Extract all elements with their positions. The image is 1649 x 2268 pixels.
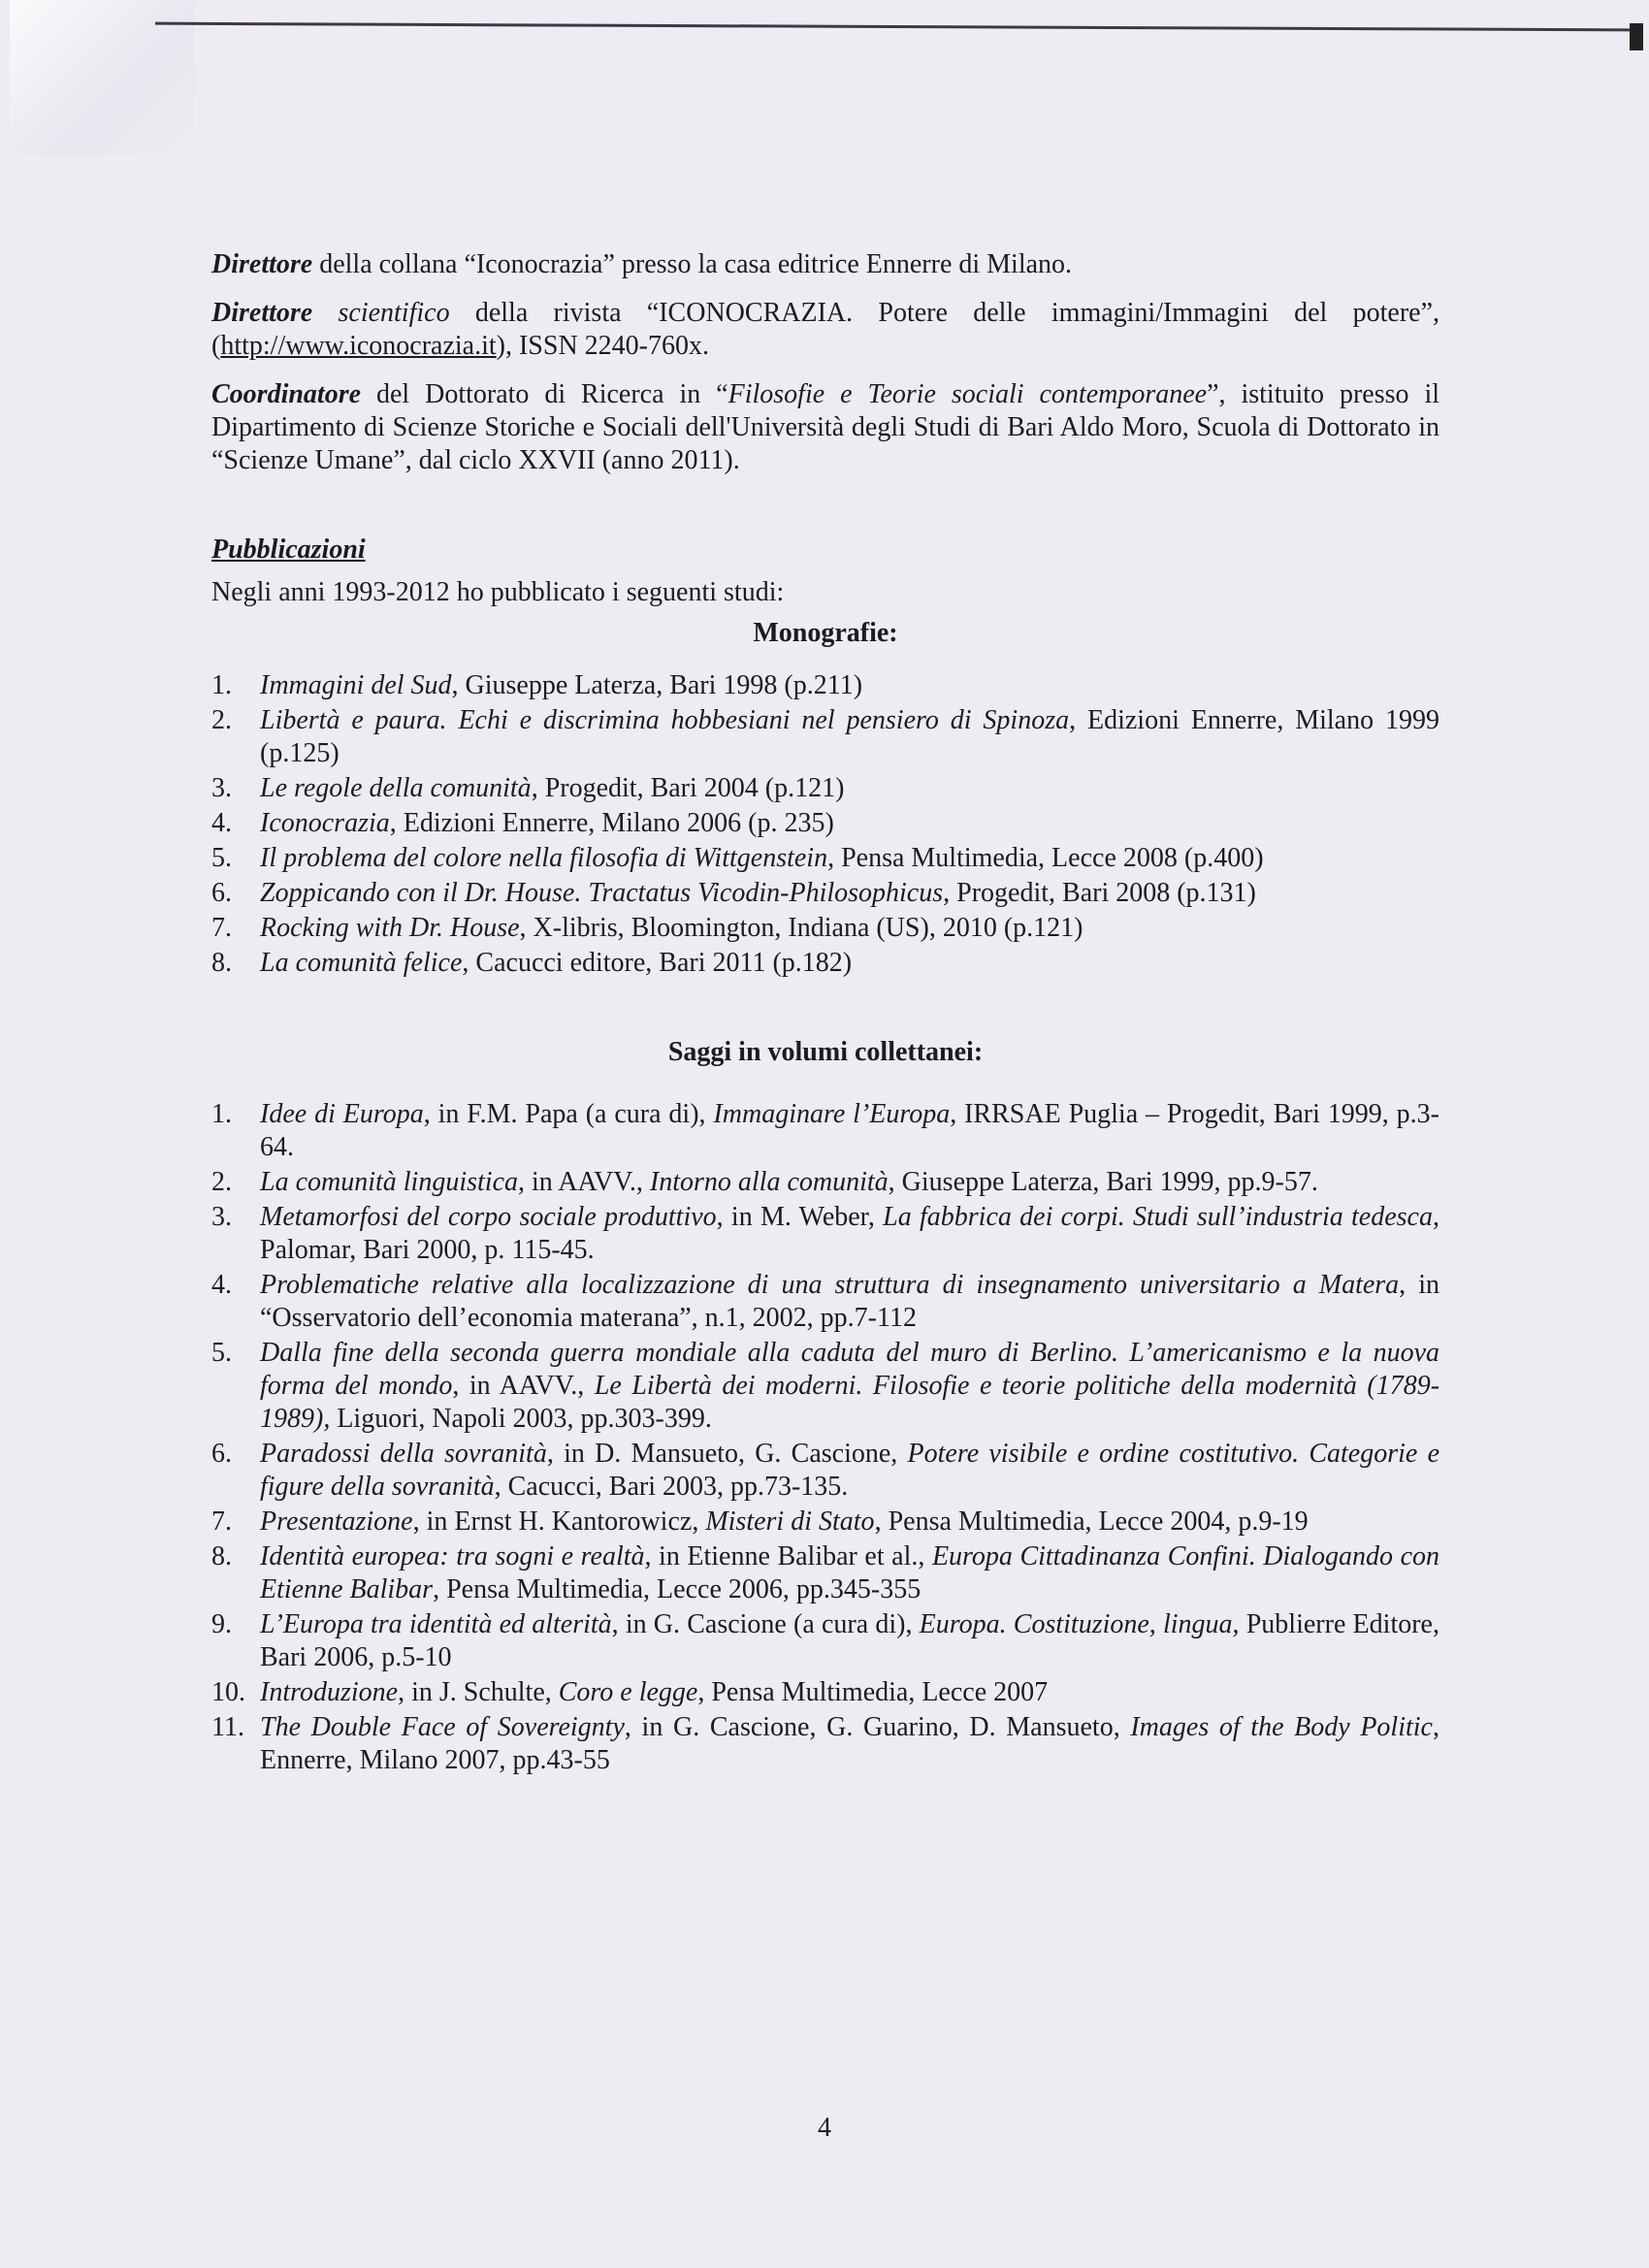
item-title: La fabbrica dei corpi. Studi sull’industria tedesca xyxy=(883,1202,1433,1232)
item-details: , in G. Cascione (a cura di), xyxy=(611,1609,920,1639)
item-title: Europa Cittadinanza Confini. Dialogando con Etienne Balibar xyxy=(260,1541,1440,1604)
list-item xyxy=(211,669,1439,702)
item-title: Paradossi della sovranità xyxy=(260,1439,547,1469)
item-title: Problematiche relative alla localizzazione di una struttura di insegnamento universitario a Matera xyxy=(260,1270,1400,1300)
subhead-monografie: Monografie: xyxy=(753,618,898,648)
item-details: , Cacucci editore, Bari 2011 (p.182) xyxy=(462,948,853,978)
list-item xyxy=(211,1098,1439,1164)
item-number: 5. xyxy=(211,843,232,873)
item-text xyxy=(260,912,1439,945)
list-item xyxy=(211,947,1439,980)
item-title: Zoppicando con il Dr. House. Tractatus Vicodin-Philosophicus xyxy=(260,878,944,908)
item-number: 3. xyxy=(211,773,232,803)
item-text xyxy=(260,807,1439,840)
item-details: , in AAVV., xyxy=(452,1371,595,1401)
item-text xyxy=(260,1676,1439,1709)
item-number: 6. xyxy=(211,1439,232,1469)
item-details: , in Etienne Balibar et al., xyxy=(644,1541,932,1571)
item-title: Immagini del Sud xyxy=(260,670,452,700)
list-item xyxy=(211,704,1439,770)
item-details: , Pensa Multimedia, Lecce 2007 xyxy=(697,1677,1049,1707)
publications-intro: Negli anni 1993-2012 ho pubblicato i seguenti studi: xyxy=(211,577,785,607)
item-details: , in D. Mansueto, G. Cascione, xyxy=(546,1439,908,1469)
item-details: , in Ernst H. Kantorowicz, xyxy=(412,1507,706,1537)
doctorate-title: Filosofie e Teorie sociali contemporanee xyxy=(728,379,1208,409)
item-text xyxy=(260,704,1439,770)
item-title: La comunità felice xyxy=(260,948,463,978)
list-item xyxy=(211,1201,1439,1267)
item-title: Il problema del colore nella filosofia di Wittgenstein xyxy=(260,843,828,873)
item-details: , Publierre Editore, Bari 2006, p.5-10 xyxy=(260,1609,1439,1672)
saggi-list xyxy=(211,1098,1439,1777)
item-details: , Ennerre, Milano 2007, pp.43-55 xyxy=(260,1712,1439,1775)
item-details: , Pensa Multimedia, Lecce 2006, pp.345-355 xyxy=(433,1574,922,1604)
item-number: 7. xyxy=(211,1507,232,1537)
role-paragraph-dottorato xyxy=(211,378,1439,477)
item-details: , Edizioni Ennerre, Milano 1999 (p.125) xyxy=(260,705,1439,768)
role-paragraph-rivista xyxy=(211,297,1439,363)
item-details: , Progedit, Bari 2008 (p.131) xyxy=(943,878,1256,908)
item-number: 7. xyxy=(211,913,232,943)
list-item xyxy=(211,1337,1439,1436)
item-details: , in J. Schulte, xyxy=(398,1677,559,1707)
role-label-italic: scientifico xyxy=(312,298,450,328)
role-label: Direttore xyxy=(211,249,313,279)
item-text xyxy=(260,842,1439,875)
item-details: , Giuseppe Laterza, Bari 1998 (p.211) xyxy=(451,670,863,700)
journal-link[interactable]: http://www.iconocrazia.it xyxy=(220,331,497,361)
item-details: Liguori, Napoli 2003, pp.303-399. xyxy=(330,1404,712,1434)
item-details: , Giuseppe Laterza, Bari 1999, pp.9-57. xyxy=(888,1167,1318,1197)
issn-text: ), ISSN 2240-760x. xyxy=(496,331,709,361)
item-details: , in “Osservatorio dell’economia materana”, n.1, 2002, pp.7-112 xyxy=(260,1270,1439,1333)
item-details: , in F.M. Papa (a cura di), xyxy=(423,1099,714,1129)
page-number: 4 xyxy=(818,2113,831,2143)
item-title: L’Europa tra identità ed alterità xyxy=(260,1609,612,1639)
item-title: Libertà e paura. Echi e discrimina hobbesiani nel pensiero di Spinoza xyxy=(260,705,1070,735)
list-item xyxy=(211,1711,1439,1777)
item-text xyxy=(260,1269,1439,1335)
item-title: The Double Face of Sovereignty xyxy=(260,1712,625,1742)
item-details: , Progedit, Bari 2004 (p.121) xyxy=(531,773,845,803)
role-text: del Dottorato di Ricerca in “ xyxy=(361,379,728,409)
item-text xyxy=(260,1540,1439,1606)
item-title: Images of the Body Politic xyxy=(1130,1712,1433,1742)
item-number: 10. xyxy=(211,1677,245,1707)
list-item xyxy=(211,1166,1439,1199)
role-text: della rivista “ICONOCRAZIA. Potere delle immagini/Immagini del potere”, ( xyxy=(211,298,1439,361)
list-item xyxy=(211,1438,1439,1504)
item-number: 8. xyxy=(211,1541,232,1571)
role-text: della collana “Iconocrazia” presso la casa editrice Ennerre di Milano. xyxy=(312,249,1073,279)
item-text xyxy=(260,1098,1439,1164)
item-number: 4. xyxy=(211,808,232,838)
item-title: Iconocrazia xyxy=(260,808,390,838)
item-details: , in G. Cascione, G. Guarino, D. Mansueto, xyxy=(624,1712,1131,1742)
item-number: 3. xyxy=(211,1202,232,1232)
item-title: La comunità linguistica xyxy=(260,1167,518,1197)
list-item xyxy=(211,1506,1439,1539)
role-paragraph-collana xyxy=(211,248,1439,281)
item-text xyxy=(260,877,1439,910)
section-title-pubblicazioni: Pubblicazioni xyxy=(211,535,366,565)
item-details: , Cacucci, Bari 2003, pp.73-135. xyxy=(494,1472,849,1502)
item-text xyxy=(260,1337,1439,1436)
item-details: , Pensa Multimedia, Lecce 2008 (p.400) xyxy=(827,843,1264,873)
role-label: Coordinatore xyxy=(211,379,362,409)
item-title: Intorno alla comunità xyxy=(649,1167,889,1197)
list-item xyxy=(211,877,1439,910)
item-details: , in M. Weber, xyxy=(716,1202,884,1232)
item-number: 1. xyxy=(211,1099,232,1129)
item-details: , Pensa Multimedia, Lecce 2004, p.9-19 xyxy=(874,1507,1309,1537)
item-details: , IRRSAE Puglia – Progedit, Bari 1999, p.3-64. xyxy=(260,1099,1440,1162)
item-title: Potere visibile e ordine costitutivo. Categorie e figure della sovranità xyxy=(260,1439,1439,1502)
item-number: 4. xyxy=(211,1270,232,1300)
item-title: Identità europea: tra sogni e realtà xyxy=(260,1541,645,1571)
item-title: Europa. Costituzione, lingua xyxy=(919,1609,1233,1639)
list-item xyxy=(211,912,1439,945)
item-number: 1. xyxy=(211,670,232,700)
item-title: Metamorfosi del corpo sociale produttivo xyxy=(260,1202,717,1232)
scan-corner-mark xyxy=(1630,23,1643,50)
list-item xyxy=(211,1540,1439,1606)
item-details: , in AAVV., xyxy=(518,1167,650,1197)
item-title: Idee di Europa xyxy=(260,1099,424,1129)
role-text: ”, istituito presso il Dipartimento di Scienze Storiche e Sociali dell'Università degli Studi di Bari Aldo Moro, Scuola di Dottorato in “Scienze Umane”, dal ciclo XXVII (anno 2011). xyxy=(211,379,1440,475)
item-number: 8. xyxy=(211,948,232,978)
item-title: Introduzione xyxy=(260,1677,399,1707)
item-text xyxy=(260,1166,1439,1199)
item-text xyxy=(260,669,1439,702)
item-title: Misteri di Stato xyxy=(705,1507,875,1537)
document-page xyxy=(211,248,1439,1779)
item-number: 6. xyxy=(211,878,232,908)
item-text xyxy=(260,947,1439,980)
role-label: Direttore xyxy=(211,298,313,328)
item-text xyxy=(260,1711,1439,1777)
item-details: , Palomar, Bari 2000, p. 115-45. xyxy=(260,1202,1439,1265)
item-title: Presentazione xyxy=(260,1507,413,1537)
item-number: 11. xyxy=(211,1712,244,1742)
item-text xyxy=(260,1608,1439,1674)
item-number: 5. xyxy=(211,1338,232,1368)
scan-top-edge xyxy=(155,22,1630,32)
monografie-list xyxy=(211,669,1439,980)
item-title: Immaginare l’Europa xyxy=(713,1099,951,1129)
list-item xyxy=(211,772,1439,805)
item-details: , Edizioni Ennerre, Milano 2006 (p. 235) xyxy=(389,808,834,838)
item-number: 2. xyxy=(211,1167,232,1197)
item-number: 9. xyxy=(211,1609,232,1639)
list-item xyxy=(211,807,1439,840)
item-title: Rocking with Dr. House xyxy=(260,913,520,943)
item-title: Dalla fine della seconda guerra mondiale alla caduta del muro di Berlino. L’americanismo e la nuova forma del mondo xyxy=(260,1338,1439,1401)
item-text xyxy=(260,772,1439,805)
list-item xyxy=(211,842,1439,875)
list-item xyxy=(211,1269,1439,1335)
subhead-saggi: Saggi in volumi collettanei: xyxy=(667,1037,984,1067)
list-item xyxy=(211,1676,1439,1709)
item-text xyxy=(260,1438,1439,1504)
item-number: 2. xyxy=(211,705,232,735)
item-text xyxy=(260,1506,1439,1539)
item-title: Le regole della comunità xyxy=(260,773,532,803)
list-item xyxy=(211,1608,1439,1674)
item-text xyxy=(260,1201,1439,1267)
item-title: Coro e legge xyxy=(558,1677,698,1707)
item-details: , X-libris, Bloomington, Indiana (US), 2010 (p.121) xyxy=(519,913,1083,943)
item-title: Le Libertà dei moderni. Filosofie e teorie politiche della modernità (1789-1989), xyxy=(260,1371,1440,1434)
